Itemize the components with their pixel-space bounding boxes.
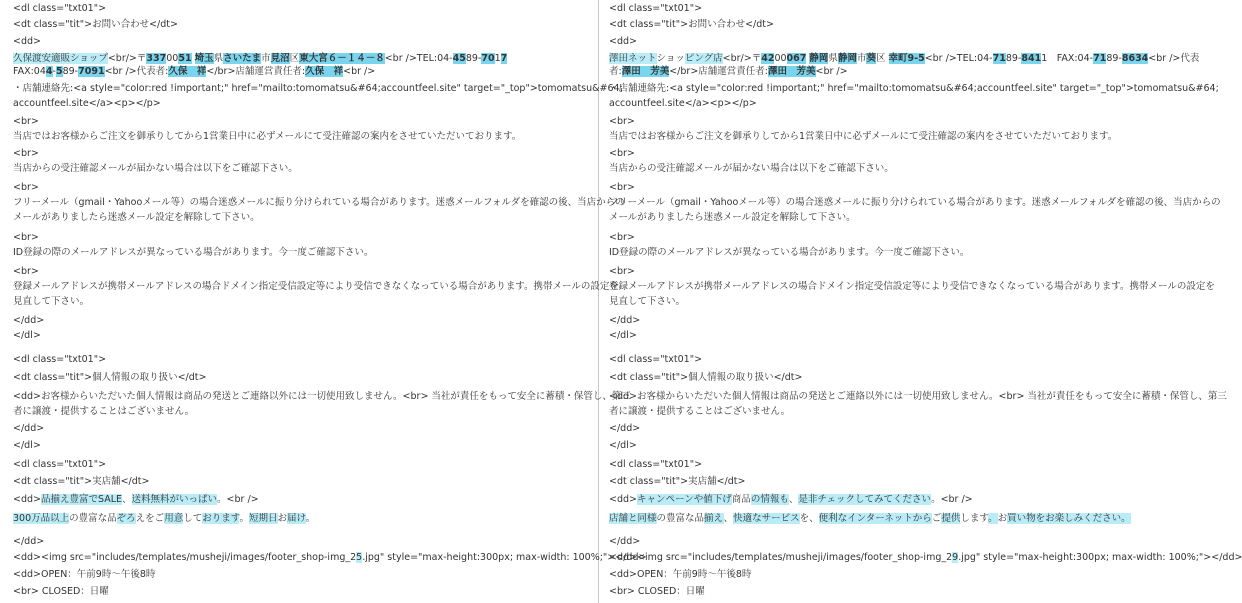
code-text: 県 bbox=[828, 53, 838, 64]
code-text: 市 bbox=[856, 53, 867, 64]
code-line bbox=[13, 491, 586, 508]
code-line bbox=[609, 549, 1242, 566]
code-text: <dd>お客様からいただいた個人情報は商品の発送とご連絡以外には一切使用致しません。<br> 当社が責任をもって安全に蓄積・保管し、第三 bbox=[609, 391, 1227, 402]
code-text: <br />代表 bbox=[1148, 53, 1200, 64]
changed-text: 澤田 芳美 bbox=[767, 66, 816, 77]
changed-text: キャンペーンや値下げ bbox=[636, 494, 732, 505]
code-text: を、 bbox=[799, 513, 819, 524]
changed-text: 久保 祥 bbox=[168, 66, 207, 77]
code-text: 1 FAX:04- bbox=[1041, 53, 1094, 64]
code-line bbox=[13, 456, 586, 473]
code-text: 者に譲渡・提供することはございません。 bbox=[609, 406, 791, 417]
changed-text: 届け bbox=[287, 513, 306, 524]
code-text: <dd><img src="includes/templates/musheji/images/footer_shop-img_2 bbox=[609, 552, 953, 563]
code-text: <br> CLOSED：日曜 bbox=[13, 586, 109, 597]
changed-text: 品揃え豊富でSALE bbox=[40, 494, 122, 505]
code-line bbox=[609, 583, 1187, 600]
code-line bbox=[13, 33, 586, 50]
code-line bbox=[13, 95, 586, 112]
code-text: <br />代表者: bbox=[104, 66, 169, 77]
changed-text: 5 bbox=[55, 66, 63, 77]
code-line bbox=[609, 95, 1187, 112]
code-text: </dd> bbox=[13, 536, 45, 547]
code-line bbox=[609, 16, 1187, 33]
code-text: <br> bbox=[609, 148, 635, 159]
code-text: </dd> bbox=[609, 423, 641, 434]
code-text: ご bbox=[931, 513, 942, 524]
code-text: の豊富な品 bbox=[656, 513, 705, 524]
changed-text: 店舗と同様 bbox=[609, 513, 657, 524]
code-text: 89- bbox=[1005, 53, 1022, 64]
code-text: <br> bbox=[609, 182, 635, 193]
code-text: <dl class="txt01"> bbox=[609, 354, 703, 365]
code-text: .jpg" style="max-height:300px; max-width: 100%;"></dd> bbox=[958, 552, 1242, 563]
code-text: <dt class="tit">個人情報の取り扱い</dt> bbox=[609, 372, 803, 383]
code-line bbox=[13, 549, 647, 566]
code-text: accountfeel.site</a><p></p> bbox=[13, 98, 161, 109]
code-text: 89- bbox=[465, 53, 482, 64]
changed-text: 7 bbox=[500, 53, 508, 64]
code-text: ・店舗連絡先:<a style="color:red !important;" href="mailto:tomomatsu&#64;accountfeel.site" target="_top">tomomatsu&#64; bbox=[13, 83, 623, 94]
code-text: 89- bbox=[1106, 53, 1122, 64]
code-line bbox=[609, 566, 1187, 583]
changed-text: 4 bbox=[45, 66, 53, 77]
code-text: ・店舗連絡先:<a style="color:red !important;" href="mailto:tomomatsu&#64;accountfeel.site" target="_top">tomomatsu&#64; bbox=[609, 83, 1219, 94]
changed-text: 是非チェックしてみてください bbox=[798, 494, 932, 505]
code-line bbox=[609, 293, 1187, 310]
code-text: <br/>〒 bbox=[107, 53, 147, 64]
code-text: FAX:04 bbox=[13, 66, 46, 77]
code-text: <br> bbox=[13, 148, 39, 159]
changed-text: 快適なサービス bbox=[733, 513, 800, 524]
code-text: お bbox=[997, 513, 1008, 524]
code-text: - bbox=[52, 66, 56, 77]
changed-text: 841 bbox=[1021, 53, 1042, 64]
changed-text: 見沼 bbox=[270, 53, 290, 64]
code-text: <dl class="txt01"> bbox=[609, 459, 703, 470]
changed-text: 澤田ネット bbox=[609, 53, 657, 64]
code-text: </dd> bbox=[609, 536, 641, 547]
code-line bbox=[13, 369, 586, 386]
changed-text: 8634 bbox=[1121, 53, 1149, 64]
changed-text: 5 bbox=[356, 552, 363, 563]
code-text: <dl class="txt01"> bbox=[13, 354, 107, 365]
changed-text: ピング店 bbox=[684, 53, 723, 64]
code-line bbox=[13, 533, 586, 550]
changed-text: 静岡 bbox=[837, 53, 857, 64]
code-line bbox=[609, 351, 1187, 368]
changed-text: 揃え bbox=[704, 513, 724, 524]
code-text: </dd> bbox=[13, 423, 45, 434]
code-line bbox=[609, 63, 1187, 80]
changed-text: 幸町9-5 bbox=[888, 53, 925, 64]
code-text: 当店からの受注確認メールが届かない場合は以下をご確認下さい。 bbox=[13, 163, 298, 174]
changed-text: 便利なインターネットから bbox=[818, 513, 932, 524]
code-text: </dl> bbox=[13, 330, 41, 341]
code-text: 区 bbox=[875, 53, 889, 64]
code-text: 。 bbox=[305, 513, 316, 524]
code-text: 見直して下さい。 bbox=[609, 296, 686, 307]
code-text: フリーメール（gmail・Yahooメール等）の場合迷惑メールに振り分けられている場合があります。迷惑メールフォルダを確認の後、当店からの bbox=[609, 197, 1221, 208]
changed-text: 337 bbox=[146, 53, 167, 64]
code-line bbox=[13, 160, 586, 177]
code-text: <br /> bbox=[815, 66, 848, 77]
code-line bbox=[609, 420, 1187, 437]
code-text: <dt class="tit">お問い合わせ</dt> bbox=[609, 19, 774, 30]
code-text: <br/>〒 bbox=[722, 53, 762, 64]
code-line bbox=[13, 293, 586, 310]
code-text: します bbox=[960, 513, 989, 524]
code-text: ID登録の際のメールアドレスが異なっている場合があります。今一度ご確認下さい。 bbox=[609, 247, 970, 258]
code-text: <dl class="txt01"> bbox=[13, 459, 107, 470]
code-text: 00 bbox=[774, 53, 787, 64]
code-text: お bbox=[277, 513, 288, 524]
changed-text: 久保 祥 bbox=[305, 66, 344, 77]
changed-text: 51 bbox=[178, 53, 192, 64]
code-line bbox=[609, 327, 1187, 344]
code-line bbox=[13, 244, 586, 261]
code-line bbox=[13, 473, 586, 490]
changed-text: 300万品以上 bbox=[13, 513, 70, 524]
code-text: メールがありましたら迷惑メール設定を解除して下さい。 bbox=[609, 212, 856, 223]
changed-text: 澤田 芳美 bbox=[621, 66, 670, 77]
code-text: <dd> bbox=[13, 36, 41, 47]
code-text: 、 bbox=[122, 494, 132, 505]
code-line bbox=[609, 473, 1187, 490]
right-diff-pane[interactable] bbox=[599, 0, 1242, 603]
code-text: <dd><img src="includes/templates/musheji/images/footer_shop-img_2 bbox=[13, 552, 357, 563]
code-line bbox=[609, 128, 1187, 145]
code-text: 区 bbox=[289, 53, 300, 64]
code-text: </dl> bbox=[13, 440, 41, 451]
code-text: <dt class="tit">個人情報の取り扱い</dt> bbox=[13, 372, 207, 383]
code-line bbox=[13, 16, 586, 33]
code-line bbox=[13, 327, 586, 344]
changed-text: 42 bbox=[761, 53, 775, 64]
code-text: 。<br /> bbox=[217, 494, 259, 505]
code-line bbox=[13, 403, 586, 420]
code-line bbox=[13, 583, 586, 600]
code-line bbox=[609, 403, 1187, 420]
changed-text: 。 bbox=[988, 513, 998, 524]
code-line bbox=[13, 510, 586, 527]
code-text: </br>店舗運営責任者: bbox=[206, 66, 306, 77]
code-text: accountfeel.site</a><p></p> bbox=[609, 98, 757, 109]
code-line bbox=[13, 0, 586, 17]
code-text: ID登録の際のメールアドレスが異なっている場合があります。今一度ご確認下さい。 bbox=[13, 247, 374, 258]
code-text: <dd> bbox=[609, 494, 637, 505]
code-line bbox=[13, 63, 586, 80]
code-line bbox=[609, 33, 1187, 50]
code-text: </dl> bbox=[609, 440, 637, 451]
code-text: <br />TEL:04- bbox=[924, 53, 993, 64]
changed-text: 7091 bbox=[78, 66, 105, 77]
code-text: 、 bbox=[723, 513, 734, 524]
code-text: して bbox=[183, 513, 203, 524]
code-text: <br> bbox=[609, 266, 635, 277]
code-text: メールがありましたら迷惑メール設定を解除して下さい。 bbox=[13, 212, 260, 223]
code-line bbox=[609, 369, 1187, 386]
code-text: <dt class="tit">お問い合わせ</dt> bbox=[13, 19, 178, 30]
code-text: <br /> bbox=[343, 66, 376, 77]
changed-text: 71 bbox=[1093, 53, 1107, 64]
code-text: <br> bbox=[609, 232, 635, 243]
code-text: <dt class="tit">実店舗</dt> bbox=[13, 476, 150, 487]
code-text: <br> bbox=[13, 116, 39, 127]
code-text: <br />TEL:04- bbox=[384, 53, 453, 64]
changed-text: 45 bbox=[452, 53, 466, 64]
code-line bbox=[13, 351, 586, 368]
changed-text: ぞろ bbox=[116, 513, 136, 524]
code-text: <dd> bbox=[609, 36, 637, 47]
code-text: 当店からの受注確認メールが届かない場合は以下をご確認下さい。 bbox=[609, 163, 894, 174]
code-text: 者: bbox=[609, 66, 622, 77]
changed-text: 短期日 bbox=[248, 513, 278, 524]
code-line bbox=[609, 0, 1187, 17]
code-line bbox=[13, 420, 586, 437]
code-line bbox=[609, 437, 1187, 454]
code-text: 商品 bbox=[731, 494, 751, 505]
code-text: <dd>OPEN：午前9時～午後8時 bbox=[609, 569, 752, 580]
changed-text: 東大宮６－１４－８ bbox=[299, 53, 385, 64]
changed-text: の情報も bbox=[750, 494, 789, 505]
code-text: の豊富な品 bbox=[69, 513, 117, 524]
changed-text: 買い物をお楽しみください。 bbox=[1007, 513, 1131, 524]
code-text: </dd> bbox=[609, 315, 641, 326]
code-text: </br>店舗運営責任者: bbox=[669, 66, 768, 77]
code-line bbox=[609, 533, 1187, 550]
code-text: 、 bbox=[788, 494, 799, 505]
code-text: フリーメール（gmail・Yahooメール等）の場合迷惑メールに振り分けられている場合があります。迷惑メールフォルダを確認の後、当店からの bbox=[13, 197, 625, 208]
code-text: ショッ bbox=[656, 53, 685, 64]
code-text: <br> bbox=[13, 182, 39, 193]
code-line bbox=[609, 491, 1187, 508]
code-text: </dl> bbox=[609, 330, 637, 341]
code-text: <dd>お客様からいただいた個人情報は商品の発送とご連絡以外には一切使用致しません。<br> 当社が責任をもって安全に蓄積・保管し、第三 bbox=[13, 391, 631, 402]
code-text: 89- bbox=[62, 66, 79, 77]
changed-text: 067 bbox=[786, 53, 807, 64]
code-line bbox=[13, 566, 586, 583]
changed-text: 用意 bbox=[164, 513, 184, 524]
code-line bbox=[13, 437, 586, 454]
changed-text: おります bbox=[202, 513, 240, 524]
code-line bbox=[609, 244, 1187, 261]
code-text: 。<br /> bbox=[931, 494, 973, 505]
code-text: 者に譲渡・提供することはございません。 bbox=[13, 406, 195, 417]
code-text: <dl class="txt01"> bbox=[13, 3, 107, 14]
code-text: 1 bbox=[494, 53, 501, 64]
changed-text: 久保渡安適販 bbox=[13, 53, 71, 64]
code-text: 。 bbox=[239, 513, 249, 524]
code-text: <br> bbox=[609, 116, 635, 127]
code-text: 00 bbox=[166, 53, 179, 64]
code-text: 当店ではお客様からご注文を御承りしてから1営業日中に必ずメールにて受注確認の案内をさせていただいております。 bbox=[609, 131, 1118, 142]
code-line bbox=[609, 510, 1187, 527]
code-text: <br> bbox=[13, 266, 39, 277]
code-text: 市 bbox=[261, 53, 271, 64]
changed-text: さいたま bbox=[223, 53, 262, 64]
changed-text: 静岡 bbox=[809, 53, 829, 64]
changed-text: 葵 bbox=[866, 53, 876, 64]
changed-text: 提供 bbox=[941, 513, 961, 524]
changed-text: 70 bbox=[481, 53, 495, 64]
changed-text: ショップ bbox=[70, 53, 108, 64]
code-line bbox=[13, 209, 586, 226]
code-text: </dd> bbox=[13, 315, 45, 326]
changed-text: 送料無料がいっぱい bbox=[131, 494, 218, 505]
code-text: <dt class="tit">実店舗</dt> bbox=[609, 476, 746, 487]
code-text: <br> CLOSED：日曜 bbox=[609, 586, 705, 597]
code-text: 登録メールアドレスが携帯メールアドレスの場合ドメイン指定受信設定等により受信できなくなっている場合があります。携帯メールの設定を bbox=[13, 281, 619, 292]
code-text: 見直して下さい。 bbox=[13, 296, 90, 307]
code-text: <dl class="txt01"> bbox=[609, 3, 703, 14]
code-line bbox=[13, 128, 586, 145]
code-text: 県 bbox=[213, 53, 224, 64]
code-text: 登録メールアドレスが携帯メールアドレスの場合ドメイン指定受信設定等により受信できなくなっている場合があります。携帯メールの設定を bbox=[609, 281, 1215, 292]
code-text: 当店ではお客様からご注文を御承りしてから1営業日中に必ずメールにて受注確認の案内をさせていただいております。 bbox=[13, 131, 522, 142]
code-line bbox=[609, 209, 1187, 226]
code-text: <dd> bbox=[13, 494, 41, 505]
changed-text: 埼玉 bbox=[194, 53, 214, 64]
code-text: えをご bbox=[135, 513, 165, 524]
code-text: <br> bbox=[13, 232, 39, 243]
code-text: .jpg" style="max-height:300px; max-width: 100%;"></dd> bbox=[362, 552, 647, 563]
code-line bbox=[609, 456, 1187, 473]
changed-text: 9 bbox=[952, 552, 959, 563]
changed-text: 71 bbox=[992, 53, 1006, 64]
code-text: <dd>OPEN：午前9時～午後8時 bbox=[13, 569, 156, 580]
code-line bbox=[609, 160, 1187, 177]
